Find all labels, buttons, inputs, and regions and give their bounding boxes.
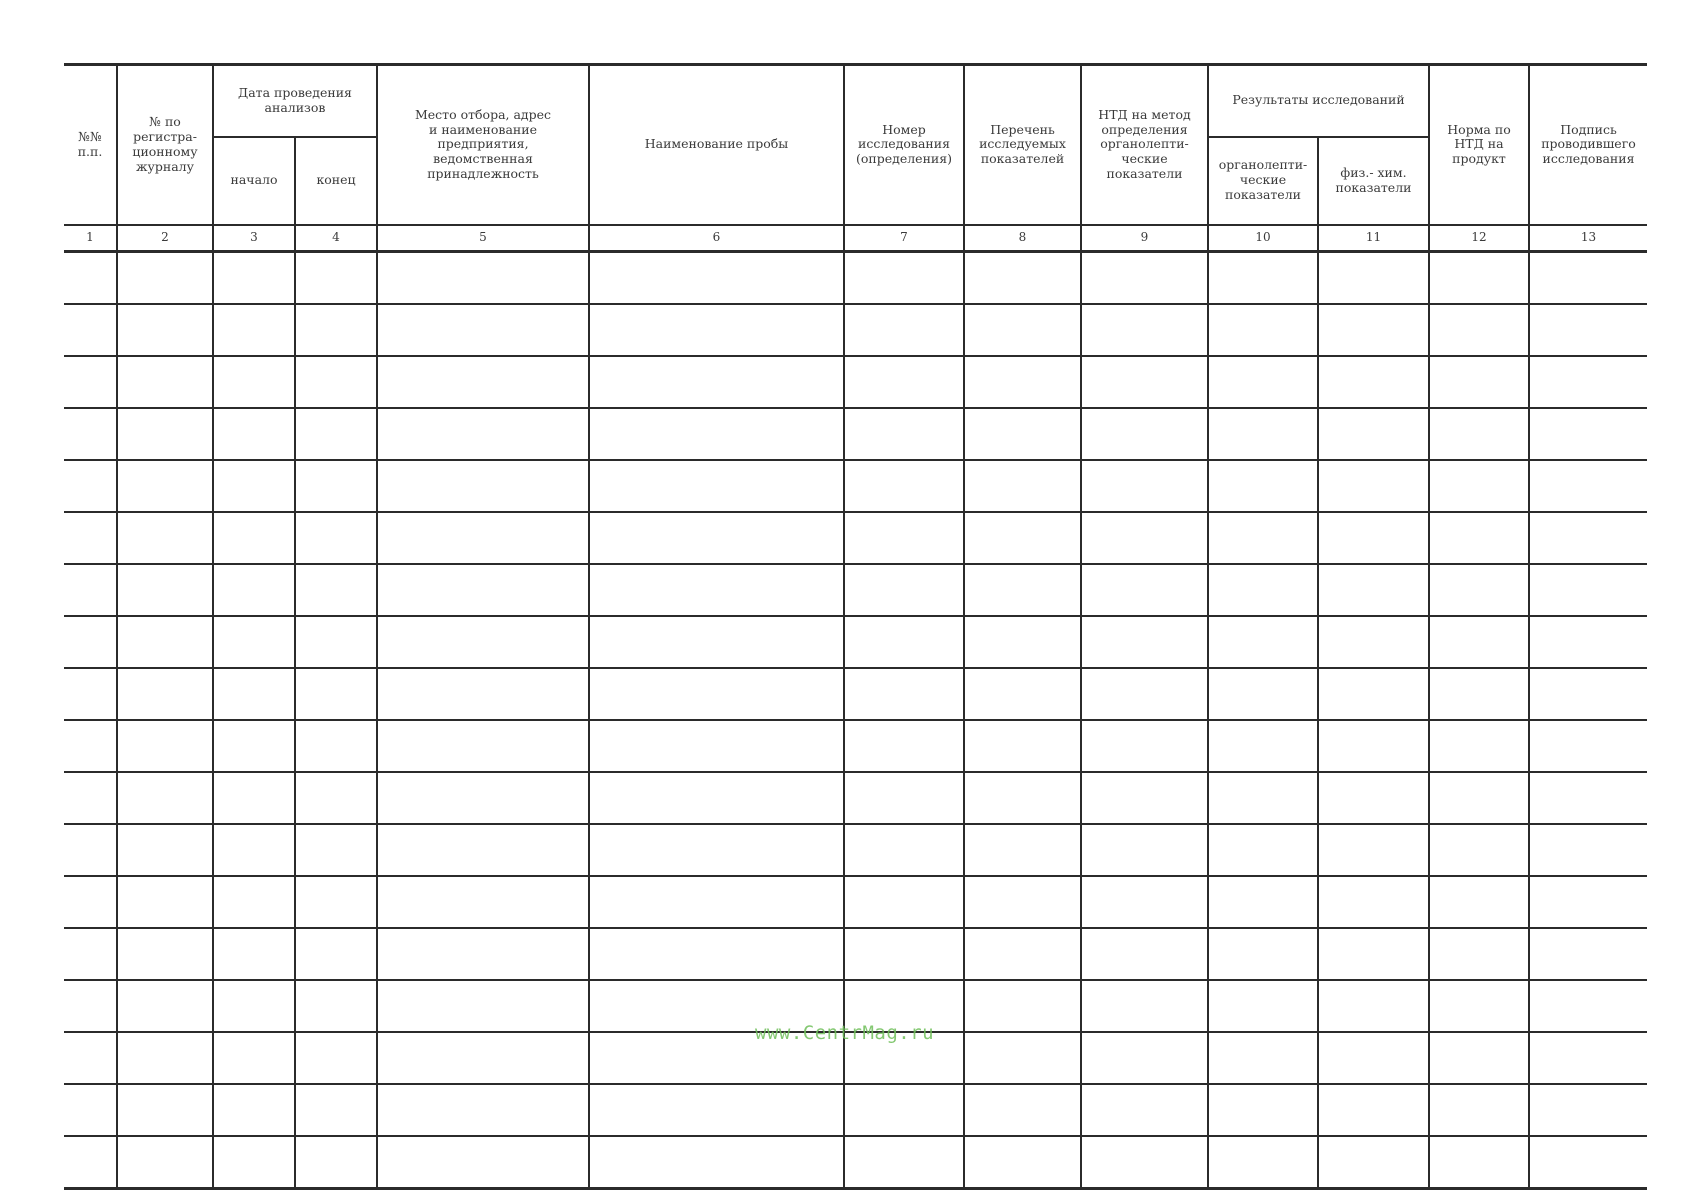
table-cell[interactable] bbox=[213, 512, 295, 564]
table-cell[interactable] bbox=[589, 564, 844, 616]
table-cell[interactable] bbox=[1208, 772, 1318, 824]
table-cell[interactable] bbox=[213, 564, 295, 616]
table-cell[interactable] bbox=[844, 460, 964, 512]
table-cell[interactable] bbox=[377, 1136, 589, 1189]
table-cell[interactable] bbox=[1318, 304, 1429, 356]
table-cell[interactable] bbox=[377, 408, 589, 460]
column-number: 10 bbox=[1208, 225, 1318, 252]
table-cell[interactable] bbox=[295, 824, 377, 876]
table-cell[interactable] bbox=[1318, 1032, 1429, 1084]
table-cell[interactable] bbox=[1429, 1084, 1529, 1136]
table-cell[interactable] bbox=[295, 1032, 377, 1084]
table-cell[interactable] bbox=[589, 772, 844, 824]
table-cell[interactable] bbox=[377, 1032, 589, 1084]
table-cell[interactable] bbox=[1529, 928, 1647, 980]
table-cell[interactable] bbox=[1529, 512, 1647, 564]
column-number: 5 bbox=[377, 225, 589, 252]
header-organoleptic-results: органолепти- ческие показатели bbox=[1208, 137, 1318, 225]
column-number: 12 bbox=[1429, 225, 1529, 252]
table-cell[interactable] bbox=[1429, 928, 1529, 980]
table-cell[interactable] bbox=[1529, 1032, 1647, 1084]
journal-sheet bbox=[64, 63, 1647, 1190]
table-cell[interactable] bbox=[1081, 1084, 1208, 1136]
table-cell[interactable] bbox=[1318, 1136, 1429, 1189]
table-cell[interactable] bbox=[377, 616, 589, 668]
table-cell[interactable] bbox=[589, 304, 844, 356]
column-number: 4 bbox=[295, 225, 377, 252]
header-ntd-method: НТД на метод определения органолепти- ческие показатели bbox=[1081, 65, 1208, 225]
table-cell[interactable] bbox=[295, 980, 377, 1032]
table-cell[interactable] bbox=[117, 564, 213, 616]
table-cell[interactable] bbox=[213, 408, 295, 460]
table-cell[interactable] bbox=[377, 564, 589, 616]
column-number-row bbox=[64, 225, 1647, 252]
table-cell[interactable] bbox=[295, 1136, 377, 1189]
table-cell[interactable] bbox=[377, 356, 589, 408]
table-cell[interactable] bbox=[64, 720, 117, 772]
table-cell[interactable] bbox=[295, 356, 377, 408]
table-cell[interactable] bbox=[1081, 668, 1208, 720]
table-cell[interactable] bbox=[213, 824, 295, 876]
column-number: 8 bbox=[964, 225, 1081, 252]
table-cell[interactable] bbox=[295, 668, 377, 720]
table-cell[interactable] bbox=[964, 1136, 1081, 1189]
table-cell[interactable] bbox=[844, 1136, 964, 1189]
table-cell[interactable] bbox=[964, 980, 1081, 1032]
table-cell[interactable] bbox=[377, 1084, 589, 1136]
table-cell[interactable] bbox=[844, 824, 964, 876]
table-cell[interactable] bbox=[1318, 980, 1429, 1032]
table-cell[interactable] bbox=[1208, 304, 1318, 356]
table-cell[interactable] bbox=[213, 304, 295, 356]
table-cell[interactable] bbox=[377, 824, 589, 876]
table-cell[interactable] bbox=[64, 616, 117, 668]
table-cell[interactable] bbox=[64, 876, 117, 928]
table-cell[interactable] bbox=[377, 251, 589, 304]
table-cell[interactable] bbox=[377, 512, 589, 564]
table-cell[interactable] bbox=[589, 720, 844, 772]
table-cell[interactable] bbox=[1429, 512, 1529, 564]
table-cell[interactable] bbox=[117, 720, 213, 772]
table-cell[interactable] bbox=[844, 251, 964, 304]
table-cell[interactable] bbox=[213, 876, 295, 928]
table-cell[interactable] bbox=[64, 772, 117, 824]
table-cell[interactable] bbox=[589, 251, 844, 304]
table-cell[interactable] bbox=[64, 928, 117, 980]
table-cell[interactable] bbox=[844, 928, 964, 980]
table-cell[interactable] bbox=[1318, 876, 1429, 928]
table-cell[interactable] bbox=[295, 876, 377, 928]
table-cell[interactable] bbox=[213, 460, 295, 512]
table-cell[interactable] bbox=[1081, 876, 1208, 928]
table-cell[interactable] bbox=[1081, 720, 1208, 772]
table-cell[interactable] bbox=[964, 408, 1081, 460]
table-cell[interactable] bbox=[589, 1136, 844, 1189]
table-cell[interactable] bbox=[1429, 824, 1529, 876]
table-row bbox=[64, 408, 1647, 460]
journal-table bbox=[64, 63, 1647, 1190]
table-cell[interactable] bbox=[295, 616, 377, 668]
table-cell[interactable] bbox=[1429, 1032, 1529, 1084]
column-number: 9 bbox=[1081, 225, 1208, 252]
table-cell[interactable] bbox=[377, 460, 589, 512]
table-cell[interactable] bbox=[589, 928, 844, 980]
table-cell[interactable] bbox=[117, 304, 213, 356]
table-cell[interactable] bbox=[1429, 1136, 1529, 1189]
table-cell[interactable] bbox=[64, 460, 117, 512]
table-cell[interactable] bbox=[377, 876, 589, 928]
table-cell[interactable] bbox=[964, 616, 1081, 668]
table-cell[interactable] bbox=[1081, 304, 1208, 356]
table-cell[interactable] bbox=[844, 720, 964, 772]
table-cell[interactable] bbox=[213, 616, 295, 668]
table-cell[interactable] bbox=[1318, 408, 1429, 460]
table-cell[interactable] bbox=[964, 460, 1081, 512]
table-cell[interactable] bbox=[1208, 356, 1318, 408]
table-cell[interactable] bbox=[64, 564, 117, 616]
table-cell[interactable] bbox=[295, 720, 377, 772]
table-cell[interactable] bbox=[213, 1084, 295, 1136]
header-registration-number: № по регистра- ционному журналу bbox=[117, 65, 213, 225]
table-cell[interactable] bbox=[117, 1032, 213, 1084]
table-cell[interactable] bbox=[1208, 512, 1318, 564]
header-row-number: №№ п.п. bbox=[64, 65, 117, 225]
table-cell[interactable] bbox=[589, 668, 844, 720]
table-cell[interactable] bbox=[213, 928, 295, 980]
table-cell[interactable] bbox=[844, 1084, 964, 1136]
table-cell[interactable] bbox=[589, 1084, 844, 1136]
table-cell[interactable] bbox=[64, 980, 117, 1032]
header-ntd-norm: Норма по НТД на продукт bbox=[1429, 65, 1529, 225]
table-row bbox=[64, 824, 1647, 876]
table-cell[interactable] bbox=[1081, 980, 1208, 1032]
header-analysis-date: Дата проведения анализов bbox=[213, 65, 377, 137]
table-cell[interactable] bbox=[64, 512, 117, 564]
table-cell[interactable] bbox=[117, 668, 213, 720]
table-row bbox=[64, 251, 1647, 304]
table-cell[interactable] bbox=[844, 304, 964, 356]
table-cell[interactable] bbox=[295, 408, 377, 460]
table-cell[interactable] bbox=[1529, 564, 1647, 616]
table-cell[interactable] bbox=[295, 564, 377, 616]
table-header bbox=[64, 65, 1647, 252]
table-cell[interactable] bbox=[589, 356, 844, 408]
table-cell[interactable] bbox=[1529, 408, 1647, 460]
table-cell[interactable] bbox=[64, 251, 117, 304]
table-cell[interactable] bbox=[844, 616, 964, 668]
table-cell[interactable] bbox=[1529, 876, 1647, 928]
table-cell[interactable] bbox=[1529, 772, 1647, 824]
table-cell[interactable] bbox=[1318, 1084, 1429, 1136]
table-cell[interactable] bbox=[1081, 928, 1208, 980]
table-cell[interactable] bbox=[964, 772, 1081, 824]
table-cell[interactable] bbox=[1529, 1084, 1647, 1136]
table-cell[interactable] bbox=[844, 668, 964, 720]
table-cell[interactable] bbox=[1318, 928, 1429, 980]
table-cell[interactable] bbox=[64, 304, 117, 356]
table-cell[interactable] bbox=[1529, 356, 1647, 408]
table-cell[interactable] bbox=[377, 980, 589, 1032]
table-cell[interactable] bbox=[213, 772, 295, 824]
header-signature: Подпись проводившего исследования bbox=[1529, 65, 1647, 225]
table-cell[interactable] bbox=[1429, 720, 1529, 772]
table-cell[interactable] bbox=[117, 408, 213, 460]
table-cell[interactable] bbox=[117, 928, 213, 980]
table-cell[interactable] bbox=[377, 720, 589, 772]
table-cell[interactable] bbox=[1318, 512, 1429, 564]
table-cell[interactable] bbox=[1208, 1136, 1318, 1189]
table-cell[interactable] bbox=[295, 1084, 377, 1136]
table-cell[interactable] bbox=[589, 408, 844, 460]
table-cell[interactable] bbox=[117, 251, 213, 304]
column-number: 11 bbox=[1318, 225, 1429, 252]
table-cell[interactable] bbox=[1429, 460, 1529, 512]
table-cell[interactable] bbox=[964, 928, 1081, 980]
table-cell[interactable] bbox=[1429, 408, 1529, 460]
table-cell[interactable] bbox=[64, 1084, 117, 1136]
table-cell[interactable] bbox=[377, 668, 589, 720]
table-cell[interactable] bbox=[964, 512, 1081, 564]
table-cell[interactable] bbox=[295, 928, 377, 980]
table-cell[interactable] bbox=[64, 1032, 117, 1084]
table-cell[interactable] bbox=[1529, 720, 1647, 772]
column-number: 7 bbox=[844, 225, 964, 252]
table-cell[interactable] bbox=[1429, 304, 1529, 356]
table-cell[interactable] bbox=[1318, 251, 1429, 304]
table-row bbox=[64, 668, 1647, 720]
table-cell[interactable] bbox=[117, 356, 213, 408]
table-cell[interactable] bbox=[964, 1032, 1081, 1084]
table-cell[interactable] bbox=[377, 772, 589, 824]
column-number: 3 bbox=[213, 225, 295, 252]
table-cell[interactable] bbox=[964, 876, 1081, 928]
table-cell[interactable] bbox=[213, 251, 295, 304]
table-cell[interactable] bbox=[1081, 356, 1208, 408]
header-physchem-results: физ.- хим. показатели bbox=[1318, 137, 1429, 225]
table-cell[interactable] bbox=[1318, 824, 1429, 876]
table-cell[interactable] bbox=[844, 564, 964, 616]
table-cell[interactable] bbox=[1429, 876, 1529, 928]
table-cell[interactable] bbox=[1208, 616, 1318, 668]
table-cell[interactable] bbox=[1529, 980, 1647, 1032]
table-cell[interactable] bbox=[1318, 720, 1429, 772]
table-cell[interactable] bbox=[1081, 824, 1208, 876]
table-cell[interactable] bbox=[1429, 980, 1529, 1032]
column-number: 1 bbox=[64, 225, 117, 252]
table-cell[interactable] bbox=[844, 772, 964, 824]
table-cell[interactable] bbox=[64, 668, 117, 720]
table-cell[interactable] bbox=[1208, 460, 1318, 512]
table-cell[interactable] bbox=[1081, 616, 1208, 668]
table-row bbox=[64, 720, 1647, 772]
table-cell[interactable] bbox=[295, 304, 377, 356]
table-cell[interactable] bbox=[1429, 668, 1529, 720]
table-row bbox=[64, 356, 1647, 408]
table-cell[interactable] bbox=[964, 668, 1081, 720]
table-cell[interactable] bbox=[1208, 251, 1318, 304]
table-cell[interactable] bbox=[213, 1136, 295, 1189]
table-cell[interactable] bbox=[1529, 460, 1647, 512]
column-number: 2 bbox=[117, 225, 213, 252]
table-cell[interactable] bbox=[1208, 824, 1318, 876]
table-cell[interactable] bbox=[844, 876, 964, 928]
table-cell[interactable] bbox=[295, 460, 377, 512]
header-date-start: начало bbox=[213, 137, 295, 225]
table-cell[interactable] bbox=[589, 876, 844, 928]
table-cell[interactable] bbox=[213, 980, 295, 1032]
header-research-results: Результаты исследований bbox=[1208, 65, 1429, 137]
table-cell[interactable] bbox=[1208, 980, 1318, 1032]
table-cell[interactable] bbox=[117, 772, 213, 824]
table-cell[interactable] bbox=[1081, 512, 1208, 564]
table-cell[interactable] bbox=[64, 356, 117, 408]
table-cell[interactable] bbox=[1208, 564, 1318, 616]
table-cell[interactable] bbox=[589, 824, 844, 876]
table-cell[interactable] bbox=[964, 356, 1081, 408]
table-row bbox=[64, 772, 1647, 824]
table-row bbox=[64, 876, 1647, 928]
table-row bbox=[64, 512, 1647, 564]
table-cell[interactable] bbox=[377, 304, 589, 356]
table-cell[interactable] bbox=[1208, 668, 1318, 720]
table-cell[interactable] bbox=[1318, 772, 1429, 824]
table-cell[interactable] bbox=[1081, 772, 1208, 824]
column-number: 6 bbox=[589, 225, 844, 252]
table-cell[interactable] bbox=[964, 1084, 1081, 1136]
table-row bbox=[64, 304, 1647, 356]
table-cell[interactable] bbox=[1208, 1084, 1318, 1136]
table-cell[interactable] bbox=[1529, 251, 1647, 304]
table-cell[interactable] bbox=[1208, 720, 1318, 772]
table-cell[interactable] bbox=[1208, 928, 1318, 980]
header-sampling-place: Место отбора, адрес и наименование предприятия, ведомственная принадлежность bbox=[377, 65, 589, 225]
table-cell[interactable] bbox=[589, 616, 844, 668]
column-number: 13 bbox=[1529, 225, 1647, 252]
table-cell[interactable] bbox=[117, 460, 213, 512]
table-cell[interactable] bbox=[964, 251, 1081, 304]
table-row bbox=[64, 1136, 1647, 1189]
table-cell[interactable] bbox=[1529, 616, 1647, 668]
table-cell[interactable] bbox=[1529, 668, 1647, 720]
table-cell[interactable] bbox=[1081, 1136, 1208, 1189]
table-cell[interactable] bbox=[1529, 824, 1647, 876]
table-row bbox=[64, 460, 1647, 512]
table-cell[interactable] bbox=[117, 616, 213, 668]
table-cell[interactable] bbox=[117, 512, 213, 564]
table-cell[interactable] bbox=[295, 512, 377, 564]
table-cell[interactable] bbox=[964, 824, 1081, 876]
table-cell[interactable] bbox=[1429, 564, 1529, 616]
table-cell[interactable] bbox=[589, 512, 844, 564]
table-cell[interactable] bbox=[117, 1084, 213, 1136]
table-cell[interactable] bbox=[589, 460, 844, 512]
header-research-number: Номер исследования (определения) bbox=[844, 65, 964, 225]
table-cell[interactable] bbox=[1318, 460, 1429, 512]
table-cell[interactable] bbox=[117, 824, 213, 876]
table-row bbox=[64, 1084, 1647, 1136]
table-cell[interactable] bbox=[1429, 251, 1529, 304]
table-cell[interactable] bbox=[213, 720, 295, 772]
table-cell[interactable] bbox=[1529, 1136, 1647, 1189]
table-row bbox=[64, 564, 1647, 616]
table-cell[interactable] bbox=[1081, 1032, 1208, 1084]
table-row bbox=[64, 928, 1647, 980]
header-sample-name: Наименование пробы bbox=[589, 65, 844, 225]
table-cell[interactable] bbox=[64, 1136, 117, 1189]
table-cell[interactable] bbox=[1208, 1032, 1318, 1084]
table-cell[interactable] bbox=[1318, 356, 1429, 408]
table-cell[interactable] bbox=[1529, 304, 1647, 356]
table-cell[interactable] bbox=[295, 772, 377, 824]
table-cell[interactable] bbox=[64, 824, 117, 876]
table-cell[interactable] bbox=[213, 356, 295, 408]
table-row bbox=[64, 616, 1647, 668]
table-cell[interactable] bbox=[844, 512, 964, 564]
table-cell[interactable] bbox=[64, 408, 117, 460]
table-cell[interactable] bbox=[1429, 772, 1529, 824]
table-cell[interactable] bbox=[1208, 876, 1318, 928]
table-cell[interactable] bbox=[1318, 668, 1429, 720]
table-cell[interactable] bbox=[1208, 408, 1318, 460]
table-cell[interactable] bbox=[1081, 251, 1208, 304]
table-cell[interactable] bbox=[1081, 408, 1208, 460]
table-cell[interactable] bbox=[117, 1136, 213, 1189]
table-body bbox=[64, 251, 1647, 1188]
table-cell[interactable] bbox=[117, 876, 213, 928]
table-cell[interactable] bbox=[1429, 356, 1529, 408]
watermark: www.CentrMag.ru bbox=[755, 1022, 935, 1044]
table-cell[interactable] bbox=[1081, 460, 1208, 512]
table-cell[interactable] bbox=[117, 980, 213, 1032]
table-cell[interactable] bbox=[964, 564, 1081, 616]
table-cell[interactable] bbox=[1318, 564, 1429, 616]
table-cell[interactable] bbox=[964, 720, 1081, 772]
table-cell[interactable] bbox=[844, 356, 964, 408]
table-cell[interactable] bbox=[1429, 616, 1529, 668]
table-cell[interactable] bbox=[213, 1032, 295, 1084]
header-date-end: конец bbox=[295, 137, 377, 225]
table-cell[interactable] bbox=[964, 304, 1081, 356]
table-cell[interactable] bbox=[1081, 564, 1208, 616]
table-cell[interactable] bbox=[295, 251, 377, 304]
table-cell[interactable] bbox=[213, 668, 295, 720]
table-cell[interactable] bbox=[1318, 616, 1429, 668]
table-cell[interactable] bbox=[377, 928, 589, 980]
header-indicator-list: Перечень исследуемых показателей bbox=[964, 65, 1081, 225]
table-cell[interactable] bbox=[844, 408, 964, 460]
